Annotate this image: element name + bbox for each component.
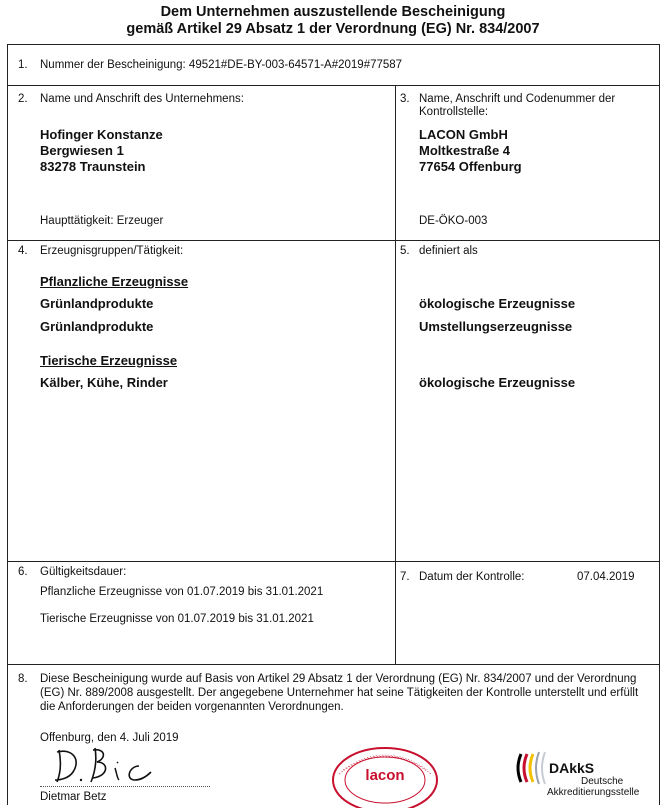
plant-products-heading: Pflanzliche Erzeugnisse [40, 274, 189, 289]
product-item: Kälber, Kühe, Rinder [40, 375, 168, 390]
document-title [7, 4, 659, 38]
product-item: Grünlandprodukte [40, 296, 154, 311]
animal-products-heading: Tierische Erzeugnisse [40, 353, 178, 368]
divider-2 [7, 240, 659, 241]
control-body-city: 77654 Offenburg [419, 159, 522, 174]
section-7-number: 7. [400, 571, 410, 583]
company-city: 83278 Traunstein [40, 159, 146, 174]
main-activity: Haupttätigkeit: Erzeuger [40, 215, 164, 227]
dakks-flag-icon [515, 748, 551, 788]
legal-statement: Diese Bescheinigung wurde auf Basis von Artikel 29 Absatz 1 der Verordnung (EG) Nr. 834/2007 und der Verordnung (EG) Nr. 889/2008 ausgestellt. Der angegebene Unternehmer hat seine Tätigkeiten der Kontrolle unterstellt und erfüllt die Anforderungen der beiden vorgenannten Verordnungen. [40, 673, 639, 713]
validity-plant: Pflanzliche Erzeugnisse von 01.07.2019 bis 31.01.2021 [40, 586, 324, 598]
definition-item: ökologische Erzeugnisse [419, 296, 576, 311]
company-street: Bergwiesen 1 [40, 143, 124, 158]
inspection-date: 07.04.2019 [577, 571, 635, 583]
place-and-date: Offenburg, den 4. Juli 2019 [40, 732, 179, 744]
section-1-number: 1. [18, 59, 28, 71]
title-line-2: gemäß Artikel 29 Absatz 1 der Verordnung (EG) Nr. 834/2007 [126, 21, 540, 37]
section-2-number: 2. [18, 93, 28, 105]
section-7-label: Datum der Kontrolle: [419, 571, 525, 583]
product-item: Grünlandprodukte [40, 319, 154, 334]
validity-animal: Tierische Erzeugnisse von 01.07.2019 bis 31.01.2021 [40, 613, 314, 625]
divider-1 [7, 85, 659, 86]
column-divider-top [395, 85, 396, 240]
section-4-label: Erzeugnisgruppen/Tätigkeit: [40, 245, 184, 257]
section-8-number: 8. [18, 673, 28, 685]
divider-3 [7, 561, 659, 562]
divider-4 [7, 664, 659, 665]
control-body-name: LACON GmbH [419, 127, 508, 142]
section-6-number: 6. [18, 566, 28, 578]
title-line-1: Dem Unternehmen auszustellende Bescheinigung [160, 4, 506, 20]
company-name: Hofinger Konstanze [40, 127, 163, 142]
section-6-label: Gültigkeitsdauer: [40, 566, 127, 578]
svg-text:lacon: lacon [365, 767, 405, 784]
definition-item: Umstellungserzeugnisse [419, 319, 573, 334]
dakks-line-2: Akkreditierungsstelle [547, 787, 640, 798]
lacon-seal-icon [329, 744, 441, 808]
certificate-number: Nummer der Bescheinigung: 49521#DE-BY-003-64571-A#2019#77587 [40, 59, 403, 71]
dakks-line-1: Deutsche [581, 776, 624, 787]
certificate-page [7, 0, 659, 803]
section-5-number: 5. [400, 245, 410, 257]
dakks-name: DAkkS [549, 760, 595, 776]
section-3-label-line-2: Kontrollstelle: [419, 106, 489, 118]
signature-image [47, 742, 157, 788]
section-2-label: Name und Anschrift des Unternehmens: [40, 93, 244, 105]
section-3-number: 3. [400, 93, 410, 105]
section-3-label-line-1: Name, Anschrift und Codenummer der [419, 93, 616, 105]
section-4-number: 4. [18, 245, 28, 257]
column-divider-middle [395, 240, 396, 561]
column-divider-bottom [395, 561, 396, 664]
definition-item: ökologische Erzeugnisse [419, 375, 576, 390]
signature-line [40, 786, 210, 787]
signatory-name: Dietmar Betz [40, 791, 107, 803]
control-body-street: Moltkestraße 4 [419, 143, 511, 158]
section-5-label: definiert als [419, 245, 478, 257]
control-body-code: DE-ÖKO-003 [419, 215, 488, 227]
